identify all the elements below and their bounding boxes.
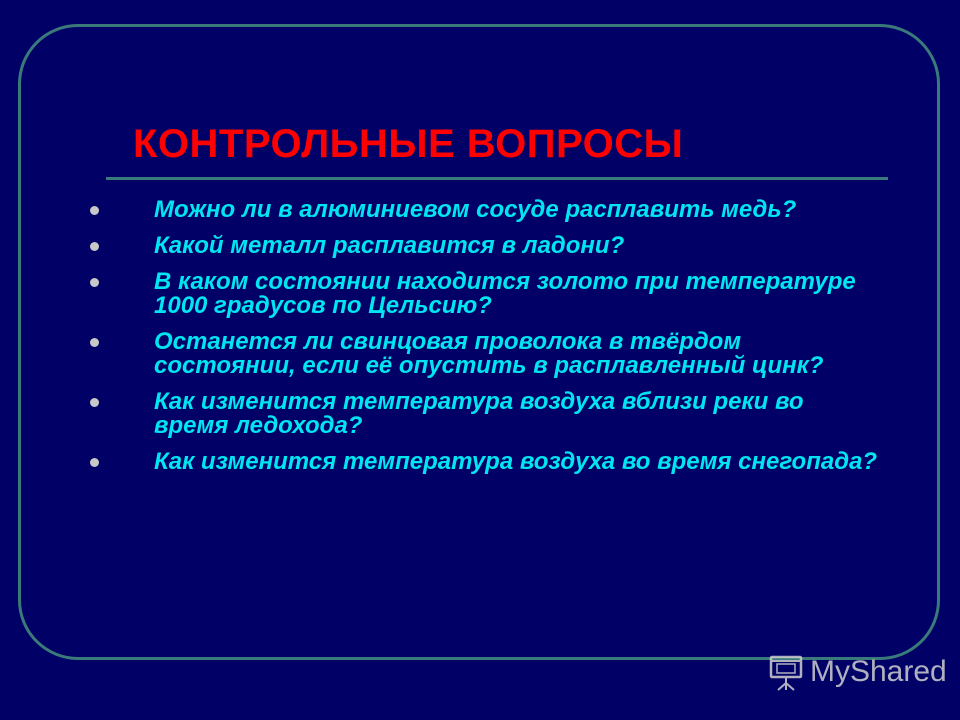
bullet-icon (90, 278, 99, 287)
title-divider (106, 177, 888, 180)
list-item (90, 198, 880, 222)
list-item (90, 234, 880, 258)
list-item (90, 390, 880, 438)
question-text: Как изменится температура воздуха вблизи реки во время ледохода? (154, 388, 804, 439)
bullet-icon (90, 398, 99, 407)
question-text: Можно ли в алюминиевом сосуде расплавить медь? (154, 196, 797, 223)
list-item (90, 330, 880, 378)
watermark-text: MyShared (810, 655, 947, 688)
bullet-icon (90, 338, 99, 347)
list-item (90, 450, 880, 474)
question-text: Какой металл расплавится в ладони? (154, 232, 625, 259)
question-text: В каком состоянии находится золото при температуре 1000 градусов по Цельсию? (154, 268, 856, 319)
slide-title: КОНТРОЛЬНЫЕ ВОПРОСЫ (133, 122, 684, 166)
bullet-icon (90, 458, 99, 467)
question-list (90, 198, 880, 486)
question-text: Останется ли свинцовая проволока в твёрдом состоянии, если её опустить в расплавленный цинк? (154, 328, 824, 379)
question-text: Как изменится температура воздуха во время снегопада? (154, 448, 878, 475)
watermark (768, 652, 947, 692)
bullet-icon (90, 242, 99, 251)
projector-screen-icon (768, 653, 804, 691)
list-item (90, 270, 880, 318)
bullet-icon (90, 206, 99, 215)
